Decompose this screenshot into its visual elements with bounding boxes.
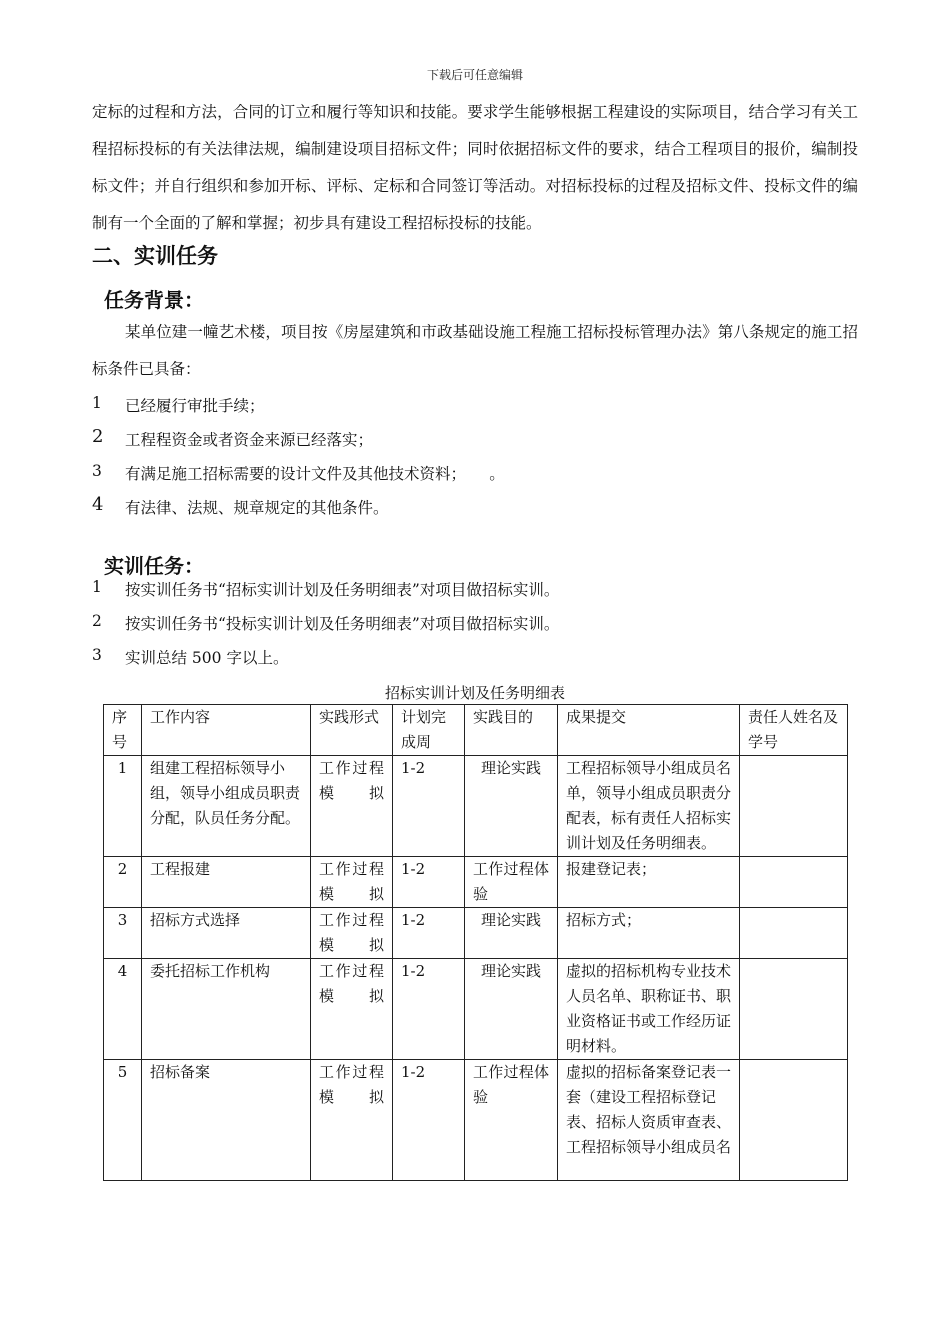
condition-number: 2 bbox=[92, 426, 104, 447]
header-form: 实践形式 bbox=[311, 705, 393, 756]
row-content: 招标备案 bbox=[142, 1060, 311, 1181]
condition-number: 1 bbox=[92, 394, 102, 412]
row-form: 工作过程模拟 bbox=[311, 959, 393, 1060]
row-purpose: 工作过程体验 bbox=[465, 857, 558, 908]
row-owner bbox=[740, 1060, 848, 1181]
row-purpose: 理论实践 bbox=[465, 756, 558, 857]
row-owner bbox=[740, 959, 848, 1060]
page-header-note: 下载后可任意编辑 bbox=[426, 68, 523, 82]
row-no: 1 bbox=[104, 756, 142, 857]
header-no: 序号 bbox=[104, 705, 142, 756]
table-header-row bbox=[104, 705, 848, 756]
row-weeks: 1-2 bbox=[393, 1060, 465, 1181]
task-number: 2 bbox=[92, 612, 102, 630]
row-content: 招标方式选择 bbox=[142, 908, 311, 959]
row-weeks: 1-2 bbox=[393, 857, 465, 908]
row-weeks: 1-2 bbox=[393, 756, 465, 857]
row-result: 虚拟的招标机构专业技术人员名单、职称证书、职业资格证书或工作经历证明材料。 bbox=[558, 959, 740, 1060]
header-result: 成果提交 bbox=[558, 705, 740, 756]
row-purpose: 工作过程体验 bbox=[465, 1060, 558, 1181]
row-result: 工程招标领导小组成员名单，领导小组成员职责分配表，标有责任人招标实训计划及任务明细表。 bbox=[558, 756, 740, 857]
task-text: 实训总结 500 字以上。 bbox=[125, 649, 289, 667]
condition-text: 已经履行审批手续； bbox=[125, 397, 265, 415]
row-form: 工作过程模拟 bbox=[311, 1060, 393, 1181]
section-title: 二、实训任务 bbox=[92, 244, 218, 268]
table-row bbox=[104, 908, 848, 959]
intro-paragraph: 定标的过程和方法，合同的订立和履行等知识和技能。要求学生能够根据工程建设的实际项目，结合学习有关工程招标投标的有关法律法规，编制建设项目招标文件；同时依据招标文件的要求，结合工程项目的报价，编制投标文件；并自行组织和参加开标、评标、定标和合同签订等活动。对招标投标的过程及招标文件、投标文件的编制有一个全面的了解和掌握；初步具有建设工程招标投标的技能。 bbox=[92, 103, 858, 232]
table-row bbox=[104, 959, 848, 1060]
row-result-cell bbox=[558, 1060, 740, 1181]
background-paragraph: 某单位建一幢艺术楼，项目按《房屋建筑和市政基础设施工程施工招标投标管理办法》第八条规定的施工招标条件已具备： bbox=[92, 323, 858, 378]
tender-plan-table bbox=[103, 704, 848, 1181]
row-no: 5 bbox=[104, 1060, 142, 1181]
row-purpose: 理论实践 bbox=[465, 908, 558, 959]
row-content: 工程报建 bbox=[142, 857, 311, 908]
condition-number: 3 bbox=[92, 462, 102, 480]
table-row bbox=[104, 1060, 848, 1181]
header-content: 工作内容 bbox=[142, 705, 311, 756]
condition-text: 有满足施工招标需要的设计文件及其他技术资料； 。 bbox=[125, 465, 505, 483]
header-owner: 责任人姓名及学号 bbox=[740, 705, 848, 756]
table-row bbox=[104, 857, 848, 908]
condition-number: 4 bbox=[92, 494, 104, 515]
row-form: 工作过程模拟 bbox=[311, 857, 393, 908]
header-purpose: 实践目的 bbox=[465, 705, 558, 756]
row-no: 4 bbox=[104, 959, 142, 1060]
row-owner bbox=[740, 908, 848, 959]
row-result: 招标方式； bbox=[558, 908, 740, 959]
row-purpose: 理论实践 bbox=[465, 959, 558, 1060]
row-weeks: 1-2 bbox=[393, 908, 465, 959]
table-caption: 招标实训计划及任务明细表 bbox=[384, 684, 565, 702]
row-weeks: 1-2 bbox=[393, 959, 465, 1060]
header-weeks: 计划完成周 bbox=[393, 705, 465, 756]
row-result: 报建登记表； bbox=[558, 857, 740, 908]
row-form: 工作过程模拟 bbox=[311, 908, 393, 959]
condition-text: 有法律、法规、规章规定的其他条件。 bbox=[125, 499, 389, 517]
row-content: 组建工程招标领导小组，领导小组成员职责分配，队员任务分配。 bbox=[142, 756, 311, 857]
row-result: 虚拟的招标备案登记表一套（建设工程招标登记表、招标人资质审查表、工程招标领导小组成员名 bbox=[566, 1063, 731, 1156]
row-content: 委托招标工作机构 bbox=[142, 959, 311, 1060]
task-number: 3 bbox=[92, 646, 102, 664]
row-no: 3 bbox=[104, 908, 142, 959]
task-text: 按实训任务书“招标实训计划及任务明细表”对项目做招标实训。 bbox=[125, 581, 560, 599]
row-owner bbox=[740, 857, 848, 908]
row-owner bbox=[740, 756, 848, 857]
task-text: 按实训任务书“投标实训计划及任务明细表”对项目做招标实训。 bbox=[125, 615, 560, 633]
table-row bbox=[104, 756, 848, 857]
tasks-heading: 实训任务： bbox=[104, 554, 204, 578]
background-heading: 任务背景： bbox=[104, 288, 204, 312]
row-no: 2 bbox=[104, 857, 142, 908]
row-form: 工作过程模拟 bbox=[311, 756, 393, 857]
task-number: 1 bbox=[92, 578, 102, 596]
condition-text: 工程程资金或者资金来源已经落实； bbox=[125, 431, 374, 449]
